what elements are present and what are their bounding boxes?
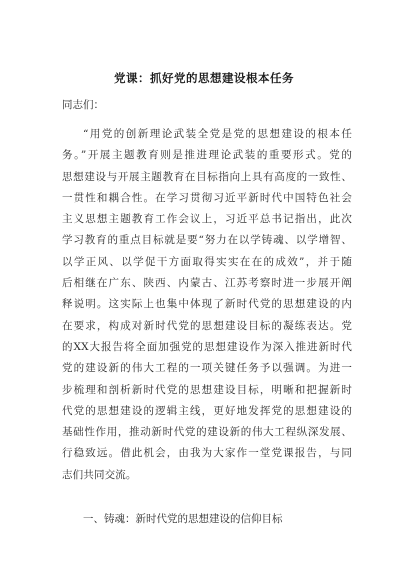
paragraph-line: 的XX大报告将全面加强党的思想建设作为深入推进新时代 [62,340,352,353]
paragraph-line: 代党的思想建设的逻辑主线，更好地发挥党的思想建设的 [62,404,352,417]
section-heading: 一、铸魂：新时代党的思想建设的信仰目标 [83,513,283,525]
paragraph-line: 行稳致远。借此机会，由我为大家作一堂党课报告，与同 [62,447,352,460]
document-title: 党课：抓好党的思想建设根本任务 [114,71,294,85]
body-paragraph [62,124,352,486]
paragraph-line: 后相继在广东、陕西、内蒙古、江苏考察时进一步展开阐 [62,277,352,290]
paragraph-line: “用党的创新理论武装全党是党的思想建设的根本任 [83,128,352,140]
paragraph-line: 思想建设与开展主题教育在目标指向上具有高度的一致性、 [62,170,352,183]
paragraph-line: 在要求，构成对新时代党的思想建设目标的凝练表达。党 [62,319,352,332]
paragraph-line: 基础性作用，推动新时代党的建设新的伟大工程纵深发展、 [62,426,352,439]
salutation: 同志们： [62,99,104,111]
paragraph-line: 志们共同交流。 [62,468,137,481]
paragraph-line: 学习教育的重点目标就是要“努力在以学铸魂、以学增智、 [62,234,352,247]
paragraph-line: 务。”开展主题教育则是推进理论武装的重要形式。党的 [62,149,352,162]
paragraph-line: 步梳理和剖析新时代党的思想建设目标，明晰和把握新时 [62,383,352,396]
paragraph-line: 释说明。这实际上也集中体现了新时代党的思想建设的内 [62,298,352,311]
paragraph-line: 党的建设新的伟大工程的一项关键任务予以强调。为进一 [62,362,352,375]
paragraph-line: 一贯性和耦合性。在学习贯彻习近平新时代中国特色社会 [62,191,352,204]
paragraph-line: 主义思想主题教育工作会议上，习近平总书记指出，此次 [62,213,352,226]
paragraph-line: 以学正风、以学促干方面取得实实在在的成效”，并于随 [62,255,352,268]
